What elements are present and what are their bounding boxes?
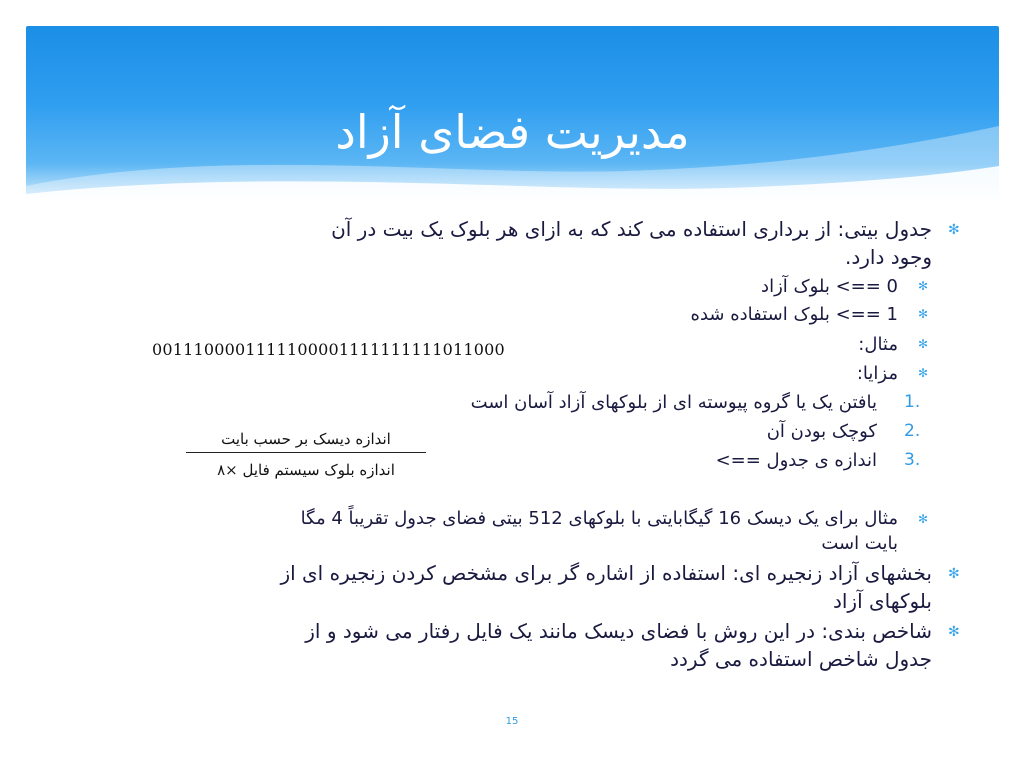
asterisk-icon: ✻ [948, 566, 960, 582]
advantages-label: مزایا: [856, 363, 898, 384]
linked-free-space-cont: بلوکهای آزاد [832, 589, 932, 613]
indexing-cont: جدول شاخص استفاده می گردد [670, 647, 932, 671]
linked-free-space: بخشهای آزاد زنجیره ای: استفاده از اشاره گر برای مشخص کردن زنجیره ای از [280, 561, 932, 585]
advantage-item: اندازه ی جدول ==> [715, 450, 877, 471]
one-item: 1 ==> بلوک استفاده شده [690, 304, 898, 325]
asterisk-icon: ✻ [918, 307, 929, 321]
formula-numerator: اندازه دیسک بر حسب بایت [186, 430, 426, 453]
example-label: مثال: [858, 334, 898, 355]
asterisk-icon: ✻ [918, 512, 929, 526]
size-example-cont: بایت است [821, 533, 898, 554]
bitmap-intro: جدول بیتی: از برداری استفاده می کند که به ازای هر بلوک یک بیت در آن [331, 217, 932, 241]
asterisk-icon: ✻ [918, 337, 929, 351]
indexing: شاخص بندی: در این روش با فضای دیسک مانند یک فایل رفتار می شود و از [305, 619, 932, 643]
table-size-formula [186, 430, 426, 479]
advantage-number: 2. [904, 421, 921, 441]
advantage-item: کوچک بودن آن [766, 421, 877, 442]
page-number: 15 [505, 716, 519, 727]
size-example: مثال برای یک دیسک 16 گیگابایتی با بلوکهای 512 بیتی فضای جدول تقریباً 4 مگا [300, 508, 898, 529]
advantage-item: یافتن یک یا گروه پیوسته ای از بلوکهای آزاد آسان است [470, 392, 877, 413]
asterisk-icon: ✻ [918, 279, 929, 293]
formula-denominator: اندازه بلوک سیستم فایل ×۸ [217, 461, 395, 479]
advantage-number: 1. [904, 392, 921, 412]
zero-item: 0 ==> بلوک آزاد [761, 276, 898, 297]
advantage-number: 3. [904, 450, 921, 470]
example-bits: 0011100001111100001111111111011000 [152, 340, 505, 359]
bitmap-intro-cont: وجود دارد. [844, 245, 932, 269]
asterisk-icon: ✻ [948, 624, 960, 640]
slide-title: مدیریت فضای آزاد [335, 105, 690, 159]
asterisk-icon: ✻ [948, 222, 960, 238]
asterisk-icon: ✻ [918, 366, 929, 380]
